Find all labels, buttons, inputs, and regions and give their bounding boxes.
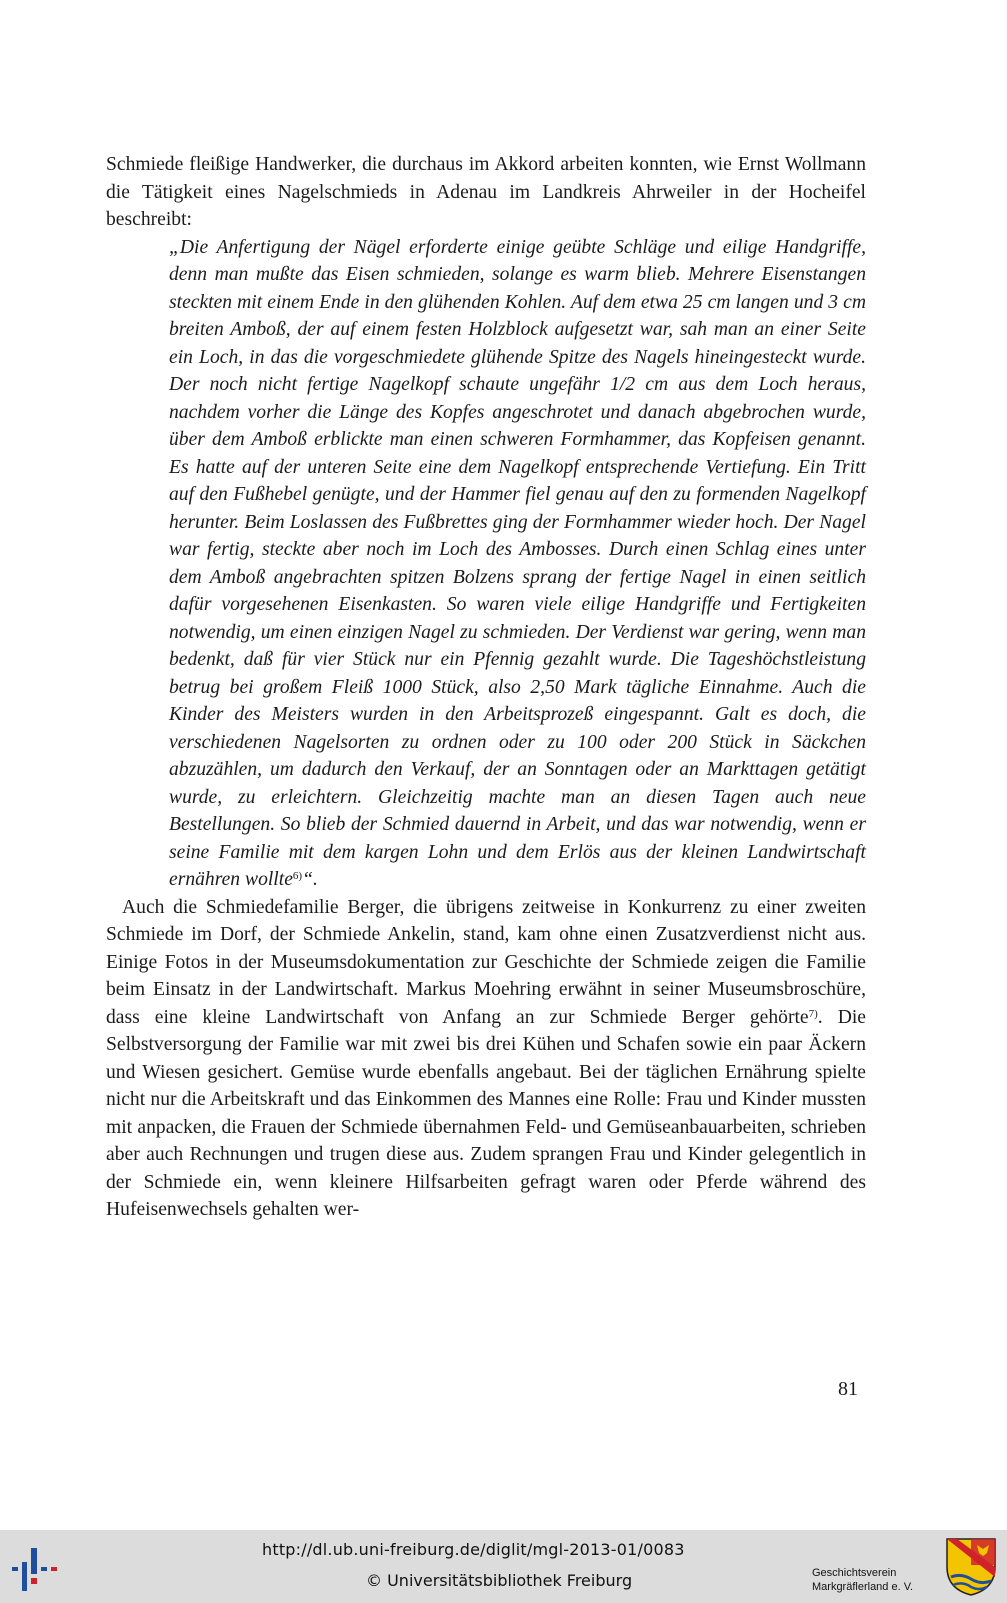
block-quote [169, 234, 866, 894]
footnote-marker-6: 6) [292, 870, 303, 882]
coat-of-arms-icon [945, 1537, 997, 1597]
quote-closing: “. [302, 869, 318, 890]
society-name-line1: Geschichtsverein [812, 1567, 897, 1579]
society-name-line2: Markgräflerland e. V. [812, 1581, 914, 1593]
intro-paragraph: Schmiede fleißige Handwerker, die durchaus im Akkord arbeiten konnten, wie Ernst Wollmann die Tätigkeit eines Nagelschmieds in Adenau im Landkreis Ahrweiler in der Hocheifel beschreibt: [106, 154, 866, 230]
page-number: 81 [838, 1378, 858, 1400]
footnote-marker-7: 7) [808, 1007, 818, 1020]
ub-freiburg-logo-icon [12, 1545, 64, 1591]
main-text [106, 151, 866, 1224]
society-name [812, 1566, 913, 1594]
footer-url-link[interactable]: http://dl.ub.uni-freiburg.de/diglit/mgl-2013-01/0083 [262, 1540, 685, 1559]
body-text-part2: . Die Selbstversorgung der Familie war mit zwei bis drei Kühen und Schafen sowie ein paar Äckern und Wiesen gesichert. Gemüse wurde ebenfalls angebaut. Bei der täglichen Ernährung spielte nicht nur die Arbeitskraft und das Einkommen des Mannes eine Rolle: Frau und Kinder mussten mit anpacken, die Frauen der Schmiede übernahmen Feld- und Gemüseanbauarbeiten, schrieben aber auch Rechnungen und trugen diese aus. Zudem sprangen Frau und Kinder gelegentlich in der Schmiede ein, wenn kleinere Hilfsarbeiten gefragt waren oder Pferde während des Hufeisenwechsels gehalten wer- [106, 1006, 866, 1220]
body-text-part1: Auch die Schmiedefamilie Berger, die übrigens zeitweise in Konkurrenz zu einer zweiten Schmiede im Dorf, der Schmiede Ankelin, stand, kam ohne einen Zusatzverdienst nicht aus. Einige Fotos in der Museumsdokumentation zur Geschichte der Schmiede zeigen die Familie beim Einsatz in der Landwirtschaft. Markus Moehring erwähnt in seiner Museumsbroschüre, dass eine kleine Landwirtschaft von Anfang an zur Schmiede Berger gehörte [106, 896, 866, 1028]
body-paragraph [106, 894, 866, 1224]
footer-bar [0, 1530, 1007, 1603]
quote-text: „Die Anfertigung der Nägel erforderte einige geübte Schläge und eilige Handgriffe, denn man mußte das Eisen schmieden, solange es warm blieb. Mehrere Eisenstangen steckten mit einem Ende in den glühenden Kohlen. Auf dem etwa 25 cm langen und 3 cm breiten Amboß, der auf einem festen Holzblock aufgesetzt war, sah man an einer Seite ein Loch, in das die vorgeschmiedete glühende Spitze des Nagels hineingesteckt wurde. Der noch nicht fertige Nagelkopf schaute ungefähr 1/2 cm aus dem Loch heraus, nachdem vorher die Länge des Kopfes angeschrotet und danach abgebrochen wurde, über dem Amboß erblickte man einen schweren Formhammer, das Kopfeisen genannt. Es hatte auf der unteren Seite eine dem Nagelkopf entsprechende Vertiefung. Ein Tritt auf den Fußhebel genügte, und der Hammer fiel genau auf den zu formenden Nagelkopf herunter. Beim Loslassen des Fußbrettes ging der Formhammer wieder hoch. Der Nagel war fertig, steckte aber noch im Loch des Ambosses. Durch einen Schlag eines unter dem Amboß angebrachten spitzen Bolzens sprang der fertige Nagel in einen seitlich dafür vorgesehenen Eisenkasten. So waren viele eilige Handgriffe und Fertigkeiten notwendig, um einen einzigen Nagel zu schmieden. Der Verdienst war gering, wenn man bedenkt, daß für vier Stück nur ein Pfennig gezahlt wurde. Die Tageshöchstleistung betrug bei großem Fleiß 1000 Stück, also 2,50 Mark tägliche Einnahme. Auch die Kinder des Meisters wurden in den Arbeitsprozeß eingespannt. Galt es doch, die verschiedenen Nagelsorten zu ordnen oder zu 100 oder 200 Stück in Säckchen abzuzählen, um dadurch den Verkauf, der an Sonntagen oder an Markttagen getätigt wurde, zu erleichtern. Gleichzeitig machte man an diesen Tagen auch neue Bestellungen. So blieb der Schmied dauernd in Arbeit, und das war notwendig, wenn er seine Familie mit dem kargen Lohn und dem Erlös aus der kleinen Landwirtschaft ernähren wollte [169, 236, 866, 890]
footer-copyright: © Universitätsbibliothek Freiburg [366, 1571, 633, 1590]
